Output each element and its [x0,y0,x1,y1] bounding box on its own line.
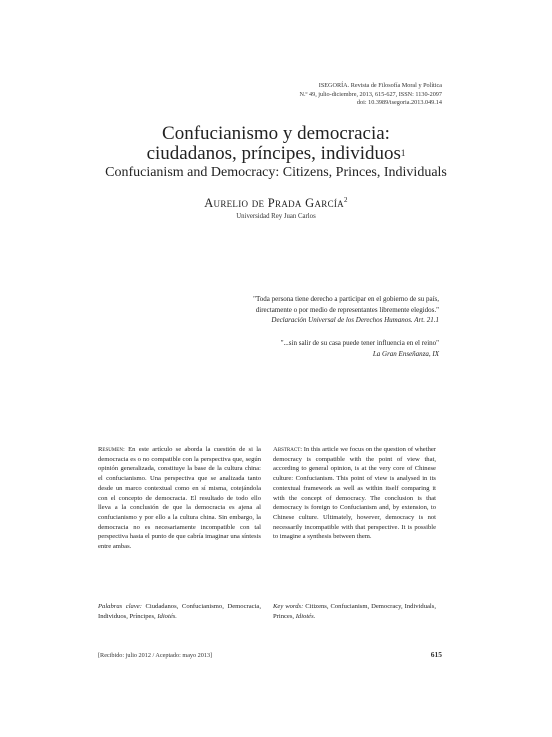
abstract-en-label: Abstract: [273,446,303,453]
abstract-es-label: Resumen: [98,446,125,453]
abstract-en-text: In this article we focus on the question of whether democracy is compatible with the point of view that, according to general opinion, is at the very core of Chinese culture: Confucianism. This point of view is analysed in its contextual framework as well as within itself comparing it with the concept of democracy. The conclusion is that democracy is foreign to Confucianism and, by extension, to Chinese culture. Ultimately, however, democracy is not necessarily incompatible with that perspective. It is possible to imagine a synthesis between them. [273,446,436,541]
epigraph-1-line-1: "Toda persona tiene derecho a participar en el gobierno de su país, [253,295,439,303]
journal-doi: doi: 10.3989/isegoria.2013.049.14 [356,99,442,107]
english-title: Confucianism and Democracy: Citizens, Princes, Individuals [105,165,447,180]
epigraph-1-source: Declaración Universal de los Derechos Humanos. Art. 21.1 [271,316,439,324]
title-footnote-mark: 1 [400,148,406,158]
keywords-en-label: Key words: [273,603,304,610]
author-footnote-mark: 2 [343,196,348,204]
received-accepted-dates: [Recibido: julio 2012 / Aceptado: mayo 2013] [98,652,213,659]
keywords-english [273,602,436,621]
article-title [0,124,552,164]
journal-header [300,82,442,108]
keywords-spanish [98,602,261,621]
page-number: 615 [430,650,442,659]
title-line-1: Confucianismo y democracia: [162,123,390,144]
author-affiliation: Universidad Rey Juan Carlos [236,213,316,220]
epigraph-2-source: La Gran Enseñanza, IX [372,349,439,358]
keywords-es-last: Idiotés. [157,612,177,620]
epigraph-2-line-1: "...sin salir de su casa puede tener influencia en el reino" [280,339,439,347]
epigraph-1 [253,294,439,326]
epigraph-2 [281,338,439,359]
keywords-en-last: Idiotés. [295,612,316,620]
epigraph-1-line-2: directamente o por medio de representantes libremente elegidos." [255,305,439,314]
journal-name: ISEGORÍA. Revista de Filosofía Moral y Política [318,82,442,89]
abstract-spanish [98,445,261,552]
author-name: Aurelio de Prada García$^2$ [204,196,348,210]
keywords-es-text: Ciudadanos, Confucianismo, Democracia, Individuos, Príncipes, [98,603,261,620]
keywords-es-label: Palabras clave: [98,603,142,610]
title-line-2: ciudadanos, príncipes, individuos$^1$ [146,143,406,164]
abstract-english [273,445,436,542]
journal-issue: N.º 49, julio-diciembre, 2013, 615-627, ISSN: 1130-2097 [299,90,442,98]
abstract-es-text: En este artículo se aborda la cuestión de si la democracia es o no compatible con la perspectiva que, según opinión generalizada, constituye la base de la cultura china: el confucianismo. Una perspectiva que se analizada tanto desde un marco contextual como en sí misma, cotejándola con el concepto de democracia. El resultado de todo ello lleva a la conclusión de que la democracia es ajena al confucianismo y por ello a la cultura china. Sin embargo, la democracia no es necesariamente incompatible con tal perspectiva hasta el punto de que cabría imaginar una síntesis entre ambas. [98,446,261,551]
keywords-en-text: Citizens, Confucianism, Democracy, Individuals, Princes, [273,603,436,620]
